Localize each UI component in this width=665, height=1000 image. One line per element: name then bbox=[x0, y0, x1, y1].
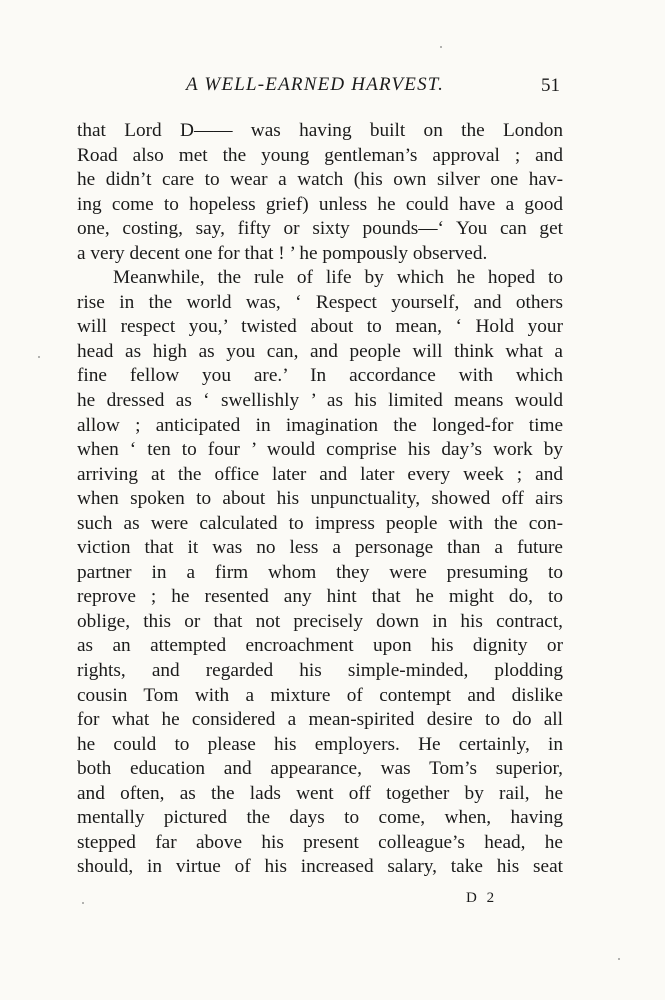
text-line: both education and appearance, was Tom’s superior, bbox=[77, 758, 563, 780]
text-line: that Lord D—— was having built on the London bbox=[77, 120, 563, 141]
text-line: a very decent one for that ! ’ he pompously observed. bbox=[77, 242, 488, 264]
text-line: stepped far above his present colleague’s head, he bbox=[77, 831, 563, 853]
text-line: rights, and regarded his simple-minded, plodding bbox=[77, 660, 563, 682]
text-line: he dressed as ‘ swellishly ’ as his limited means would bbox=[77, 390, 563, 412]
text-line: when ‘ ten to four ’ would comprise his day’s work by bbox=[77, 439, 563, 461]
text-line: allow ; anticipated in imagination the longed-for time bbox=[77, 414, 563, 436]
text-line: when spoken to about his unpunctuality, showed off airs bbox=[77, 488, 563, 510]
paper-speck bbox=[440, 46, 442, 48]
text-line: for what he considered a mean-spirited desire to do all bbox=[77, 709, 563, 731]
text-line: oblige, this or that not precisely down in his contract, bbox=[77, 610, 563, 632]
paper-speck bbox=[82, 902, 84, 904]
text-line: ing come to hopeless grief) unless he could have a good bbox=[77, 193, 563, 215]
text-line: he could to please his employers. He certainly, in bbox=[77, 733, 563, 755]
text-line: partner in a firm whom they were presuming to bbox=[77, 561, 563, 583]
text-line: Meanwhile, the rule of life by which he hoped to bbox=[113, 267, 563, 289]
text-line: such as were calculated to impress people with the con- bbox=[77, 512, 563, 534]
page-number: 51 bbox=[541, 75, 560, 96]
text-line: viction that it was no less a personage than a future bbox=[77, 537, 563, 559]
paper-speck bbox=[38, 356, 40, 358]
text-line: arriving at the office later and later every week ; and bbox=[77, 463, 563, 485]
text-line: rise in the world was, ‘ Respect yourself, and others bbox=[77, 291, 563, 313]
text-line: and often, as the lads went off together by rail, he bbox=[77, 782, 563, 804]
running-head bbox=[0, 74, 665, 104]
text-line: he didn’t care to wear a watch (his own silver one hav- bbox=[77, 169, 563, 191]
running-title: A WELL-EARNED HARVEST. bbox=[186, 74, 445, 95]
text-line: will respect you,’ twisted about to mean, ‘ Hold your bbox=[77, 316, 563, 338]
text-line: fine fellow you are.’ In accordance with which bbox=[77, 365, 563, 387]
text-line: should, in virtue of his increased salary, take his seat bbox=[77, 856, 563, 878]
text-line: Road also met the young gentleman’s approval ; and bbox=[77, 144, 563, 166]
text-line: reprove ; he resented any hint that he might do, to bbox=[77, 586, 563, 608]
signature-mark: D 2 bbox=[466, 890, 498, 906]
body-text bbox=[77, 119, 563, 880]
paper-speck bbox=[618, 958, 620, 960]
text-line: as an attempted encroachment upon his dignity or bbox=[77, 635, 563, 657]
text-line: one, costing, say, fifty or sixty pounds—‘ You can get bbox=[77, 218, 563, 240]
text-line: cousin Tom with a mixture of contempt and dislike bbox=[77, 684, 563, 706]
text-line: head as high as you can, and people will think what a bbox=[77, 340, 563, 362]
text-line: mentally pictured the days to come, when, having bbox=[77, 807, 563, 829]
